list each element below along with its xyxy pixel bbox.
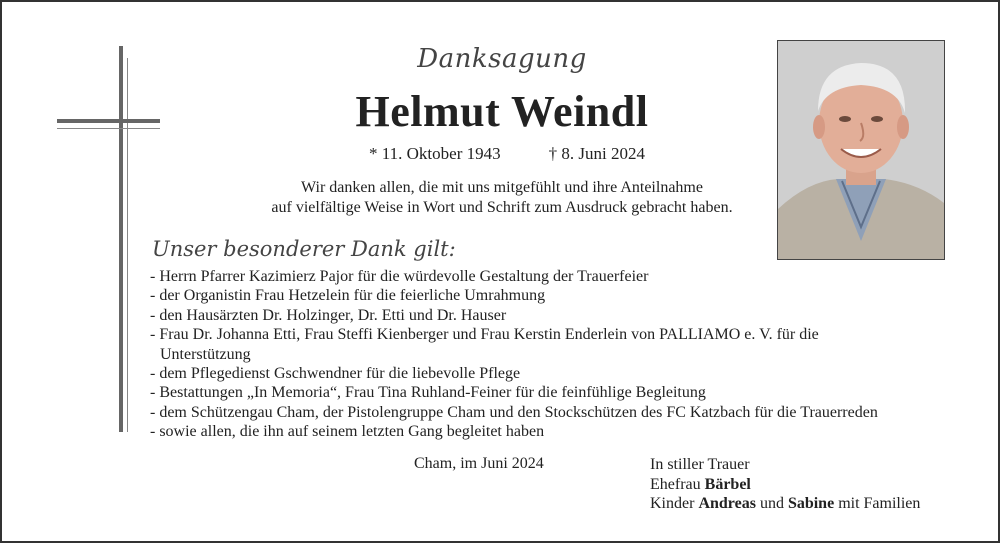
- deceased-name: Helmut Weindl: [355, 87, 649, 136]
- cross-horizontal-bar: [57, 119, 160, 123]
- cross-horizontal-line: [57, 128, 160, 129]
- mourning-label: In stiller Trauer: [650, 456, 750, 473]
- list-item-continuation: Unterstützung: [160, 345, 251, 363]
- mourners-block: [650, 455, 920, 514]
- list-item: - sowie allen, die ihn auf seinem letzten Gang begleitet haben: [150, 423, 545, 441]
- place-date: Cham, im Juni 2024: [414, 455, 544, 472]
- and-word: und: [759, 495, 784, 512]
- list-item: - Bestattungen „In Memoria“, Frau Tina Ruhland-Feiner für die feinfühlige Begleitung: [150, 384, 706, 402]
- spouse-prefix: Ehefrau: [650, 475, 701, 493]
- life-dates: [342, 144, 672, 164]
- intro-line: Wir danken allen, die mit uns mitgefühlt und ihre Anteilnahme: [301, 179, 703, 196]
- list-item: - dem Pflegedienst Gschwendner für die liebevolle Pflege: [150, 365, 521, 383]
- children-line: [650, 494, 920, 514]
- spouse-line: [650, 475, 920, 495]
- list-item: - den Hausärzten Dr. Holzinger, Dr. Etti und Dr. Hauser: [150, 306, 507, 324]
- child-name: Andreas: [698, 495, 756, 512]
- intro-line: auf vielfältige Weise in Wort und Schrift zum Ausdruck gebracht haben.: [271, 199, 733, 216]
- list-item: - dem Schützengau Cham, der Pistolengruppe Cham und den Stockschützen des FC Katzbach für die Trauerreden: [150, 403, 878, 421]
- thanks-heading: Unser besonderer Dank gilt:: [152, 237, 456, 261]
- list-item: - der Organistin Frau Hetzelein für die feierliche Umrahmung: [150, 287, 546, 305]
- child-name: Sabine: [787, 495, 835, 512]
- list-item: - Frau Dr. Johanna Etti, Frau Steffi Kienberger und Frau Kerstin Enderlein von PALLIAMO e. V. für die: [150, 326, 819, 344]
- children-prefix: Kinder: [650, 495, 695, 512]
- portrait-icon: [778, 41, 944, 259]
- notice-title: Danksagung: [417, 44, 587, 74]
- intro-text: [232, 178, 772, 218]
- thanks-list: [150, 267, 950, 442]
- portrait-photo: [777, 40, 945, 260]
- cross-vertical-bar: [119, 46, 123, 432]
- death-date: † 8. Juni 2024: [548, 144, 645, 163]
- children-suffix: mit Familien: [838, 495, 921, 512]
- birth-date: * 11. Oktober 1943: [369, 144, 501, 163]
- cross-vertical-line: [127, 58, 128, 432]
- list-item: - Herrn Pfarrer Kazimierz Pajor für die würdevolle Gestaltung der Trauerfeier: [150, 268, 649, 285]
- spouse-name: Bärbel: [704, 475, 751, 493]
